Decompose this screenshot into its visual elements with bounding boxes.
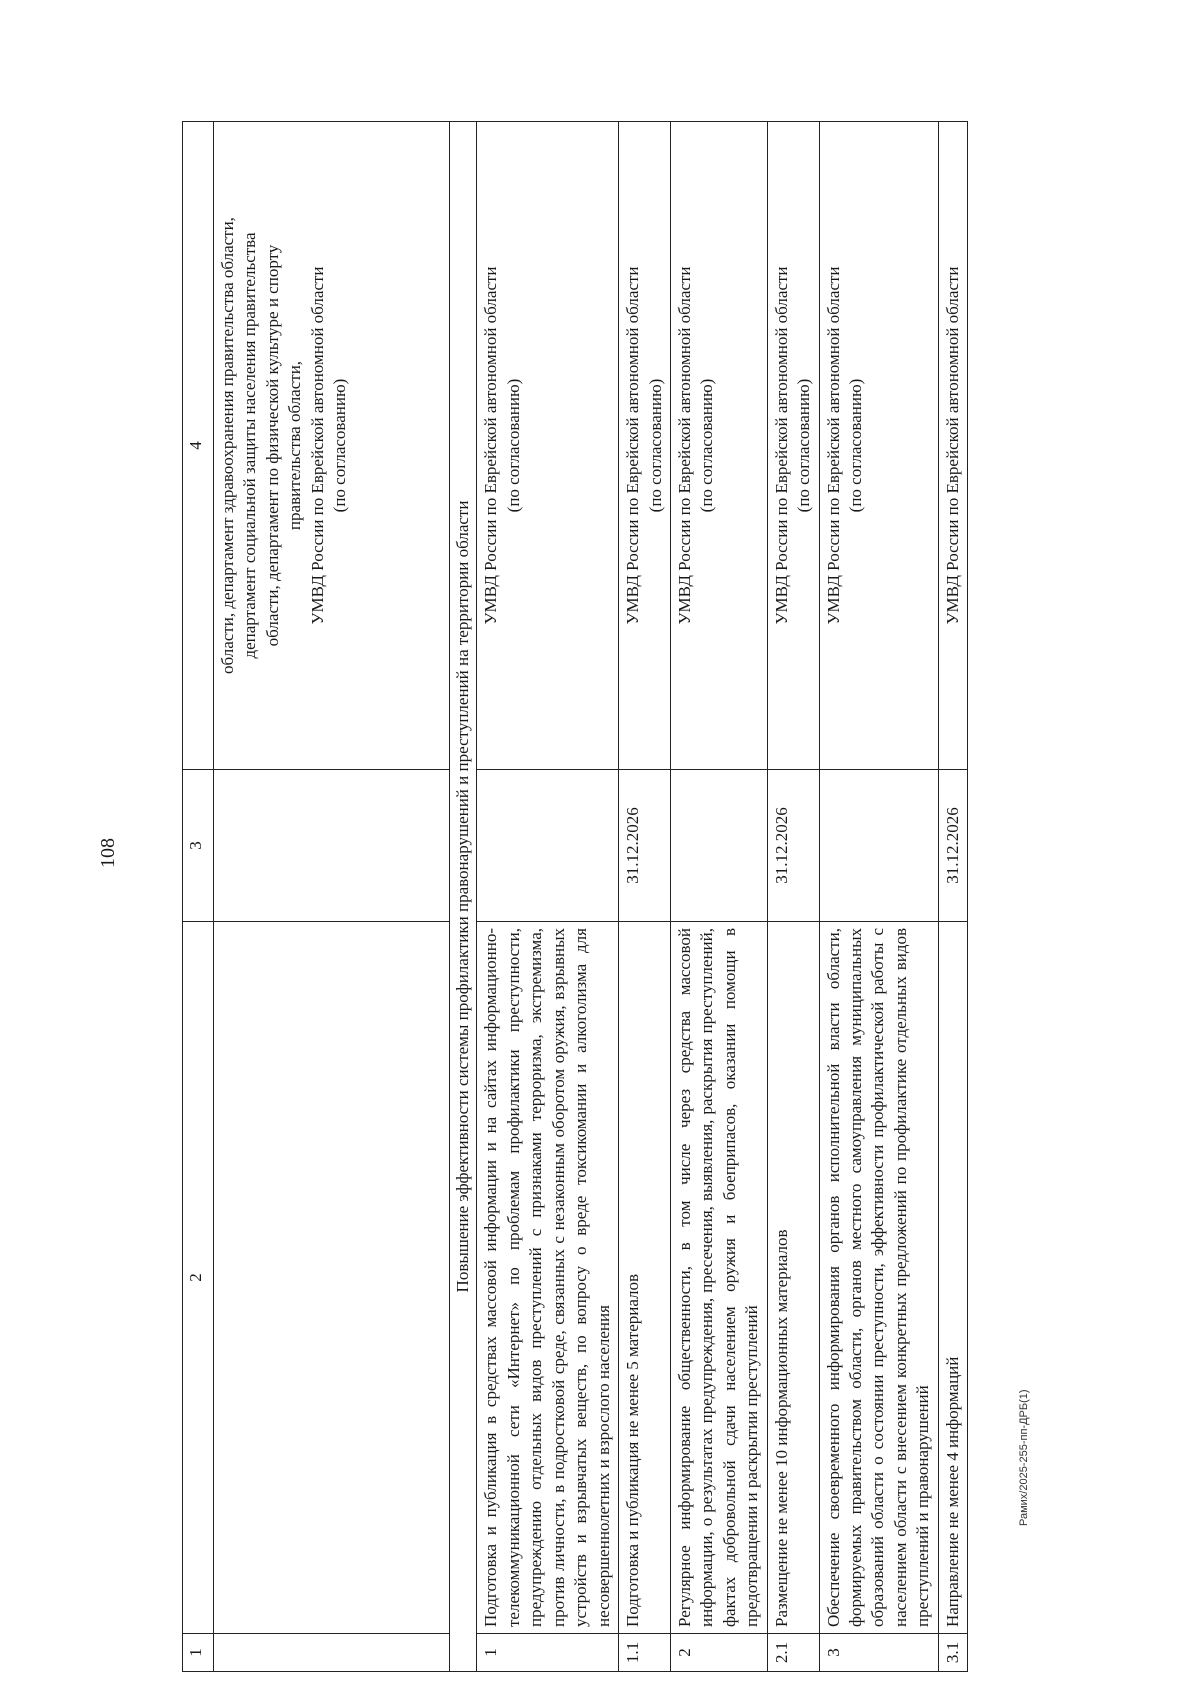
row-executor-name: УМВД России по Еврейской автономной области xyxy=(823,266,843,625)
header-col-3: 3 xyxy=(183,770,214,922)
continuation-org-line: УМВД России по Еврейской автономной области xyxy=(307,266,327,625)
row-measure: Направление не менее 4 информаций xyxy=(938,922,967,1634)
section-row xyxy=(450,122,477,1672)
table-row xyxy=(670,122,767,1672)
row-deadline: 31.12.2026 xyxy=(938,770,967,922)
header-col-1: 1 xyxy=(183,1634,214,1672)
row-executor-note: (по согласованию) xyxy=(503,378,523,513)
row-executor xyxy=(619,122,671,770)
row-deadline xyxy=(819,770,938,922)
row-executor-name: УМВД России по Еврейской автономной области xyxy=(771,266,791,625)
continuation-org-line: области, департамент здравоохранения правительства области, xyxy=(218,217,237,674)
header-col-2: 2 xyxy=(183,922,214,1634)
table-row xyxy=(938,122,967,1672)
row-deadline xyxy=(477,770,619,922)
table-header-row xyxy=(183,122,214,1672)
row-executor xyxy=(938,122,967,770)
row-measure: Обеспечение своевременного информирования органов исполнительной власти области, формируемых правительством области, органов местного самоуправления муниципальных образований области о состоянии преступности, эффективности профилактической работы с населением области с внесением конкретных предложений по профилактике отдельных видов преступлений и правонарушений xyxy=(819,922,938,1634)
table-row xyxy=(819,122,938,1672)
row-number: 1.1 xyxy=(619,1634,671,1672)
section-title: Повышение эффективности системы профилактики правонарушений и преступлений на территории области xyxy=(450,122,477,1672)
row-executor-name: УМВД России по Еврейской автономной области xyxy=(674,266,694,625)
row-executor xyxy=(477,122,619,770)
row-deadline: 31.12.2026 xyxy=(619,770,671,922)
row-measure: Размещение не менее 10 информационных материалов xyxy=(767,922,819,1634)
table-row xyxy=(767,122,819,1672)
row-executor-note: (по согласованию) xyxy=(697,378,717,513)
continuation-num xyxy=(214,1634,450,1672)
rotated-table-sheet xyxy=(182,122,1062,1672)
table-row xyxy=(477,122,619,1672)
row-number: 2 xyxy=(670,1634,767,1672)
continuation-org-line: области, департамент по физической культуре и спорту xyxy=(262,244,282,647)
row-executor-name: УМВД России по Еврейской автономной области xyxy=(481,266,501,625)
row-number: 2.1 xyxy=(767,1634,819,1672)
document-code: Рамих/2025-255-пп-ДРБ(1) xyxy=(1018,1389,1030,1526)
row-number: 3 xyxy=(819,1634,938,1672)
row-executor xyxy=(670,122,767,770)
row-measure: Регулярное информирование общественности, в том числе через средства массовой информации, о результатах предупреждения, пресечения, выявления, раскрытия преступлений, фактах добровольной сдачи населением оружия и боеприпасов, оказании помощи в предотвращении и раскрытии преступлений xyxy=(670,922,767,1634)
row-measure: Подготовка и публикация в средствах массовой информации и на сайтах информационно-телекоммуникационной сети «Интернет» по проблемам профилактики преступности, предупреждению отдельных видов преступлений с признаками терроризма, экстремизма, против личности, в подростковой среде, связанных с незаконным оборотом оружия, взрывных устройств и взрывчатых веществ, по вопросу о вреде токсикомании и алкоголизма для несовершеннолетних и взрослого населения xyxy=(477,922,619,1634)
continuation-org-line: департамент социальной защиты населения правительства xyxy=(240,232,260,659)
row-deadline: 31.12.2026 xyxy=(767,770,819,922)
header-col-4: 4 xyxy=(183,122,214,770)
row-executor-note: (по согласованию) xyxy=(846,378,865,513)
row-executor-note: (по согласованию) xyxy=(794,378,814,513)
continuation-org-line: правительства области, xyxy=(285,360,305,531)
row-deadline xyxy=(670,770,767,922)
page-number: 108 xyxy=(97,838,119,868)
measures-table xyxy=(182,121,968,1672)
row-executor-note: (по согласованию) xyxy=(645,378,665,513)
continuation-text xyxy=(214,922,450,1634)
continuation-org-line: (по согласованию) xyxy=(330,378,350,513)
row-executor-name: УМВД России по Еврейской автономной области xyxy=(623,266,643,625)
row-executor-name: УМВД России по Еврейской автономной области xyxy=(942,266,962,625)
continuation-org xyxy=(214,122,450,770)
row-executor xyxy=(767,122,819,770)
row-number: 1 xyxy=(477,1634,619,1672)
row-number: 3.1 xyxy=(938,1634,967,1672)
row-measure: Подготовка и публикация не менее 5 материалов xyxy=(619,922,671,1634)
continuation-row xyxy=(214,122,450,1672)
continuation-date xyxy=(214,770,450,922)
row-executor xyxy=(819,122,938,770)
table-row xyxy=(619,122,671,1672)
